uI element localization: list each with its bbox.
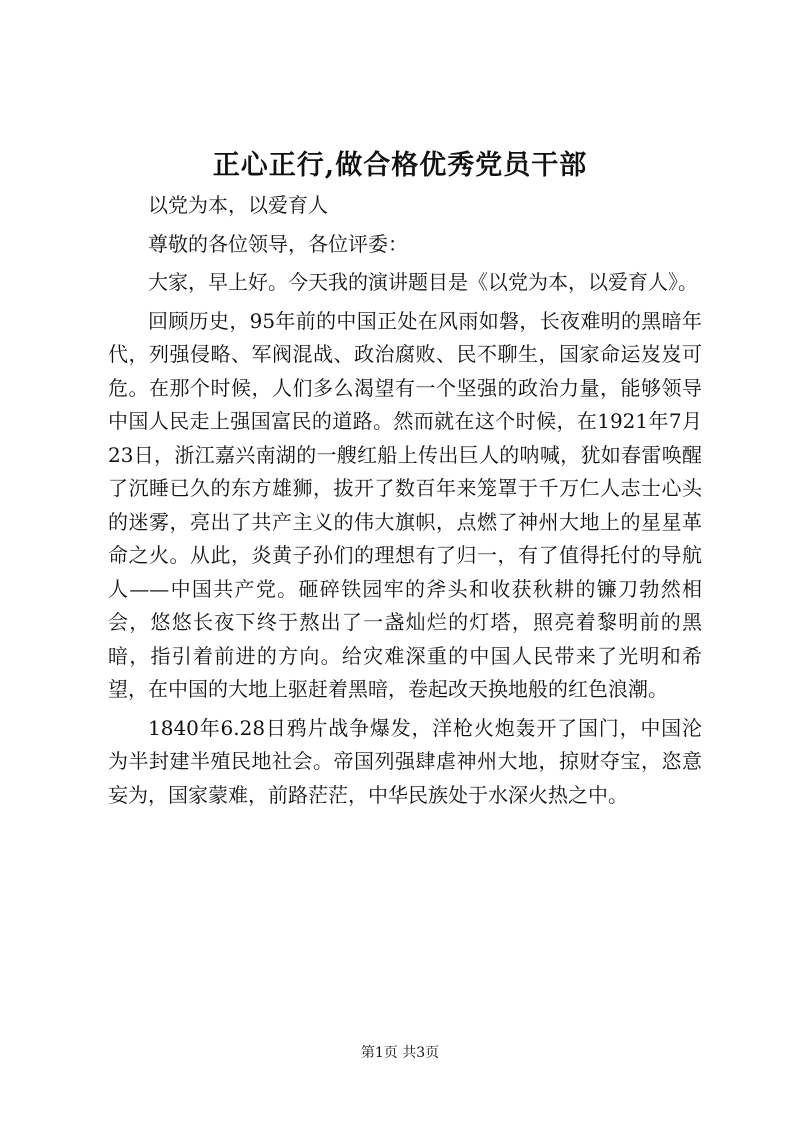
paragraph-greeting: 大家，早上好。今天我的演讲题目是《以党为本，以爱育人》。 bbox=[148, 270, 698, 294]
paragraph-opium-war: 1840年6.28日鸦片战争爆发，洋枪火炮轰开了国门，中国沦为半封建半殖民地社会。帝国列强肆虐神州大地，掠财夺宝，恣意妄为，国家蒙难，前路茫茫，中华民族处于水深火热之中。 bbox=[108, 715, 702, 807]
document-body bbox=[108, 189, 702, 812]
page-footer: 第1页 共3页 bbox=[360, 1045, 440, 1061]
salutation: 尊敬的各位领导，各位评委： bbox=[148, 231, 408, 256]
document-title: 正心正行,做合格优秀党员干部 bbox=[212, 150, 588, 181]
subtitle: 以党为本，以爱育人 bbox=[148, 193, 328, 217]
paragraph-history: 回顾历史，95年前的中国正处在风雨如磐，长夜难明的黑暗年代，列强侵略、军阀混战、政治腐败、民不聊生，国家命运岌岌可危。在那个时候，人们多么渴望有一个坚强的政治力量，能够领导中国人民走上强国富民的道路。然而就在这个时候，在1921年7月23日，浙江嘉兴南湖的一艘红船上传出巨人的呐喊，犹如春雷唤醒了沉睡已久的东方雄狮，拔开了数百年来笼罩于千万仁人志士心头的迷雾，亮出了共产主义的伟大旗帜，点燃了神州大地上的星星革命之火。从此，炎黄子孙们的理想有了归一，有了值得托付的导航人——中国共产党。砸碎铁园牢的斧头和收获秋耕的镰刀勃然相会，悠悠长夜下终于熬出了一盏灿烂的灯塔，照亮着黎明前的黑暗，指引着前进的方向。给灾难深重的中国人民带来了光明和希望，在中国的大地上驱赶着黑暗，卷起改天换地般的红色浪潮。 bbox=[108, 308, 702, 701]
